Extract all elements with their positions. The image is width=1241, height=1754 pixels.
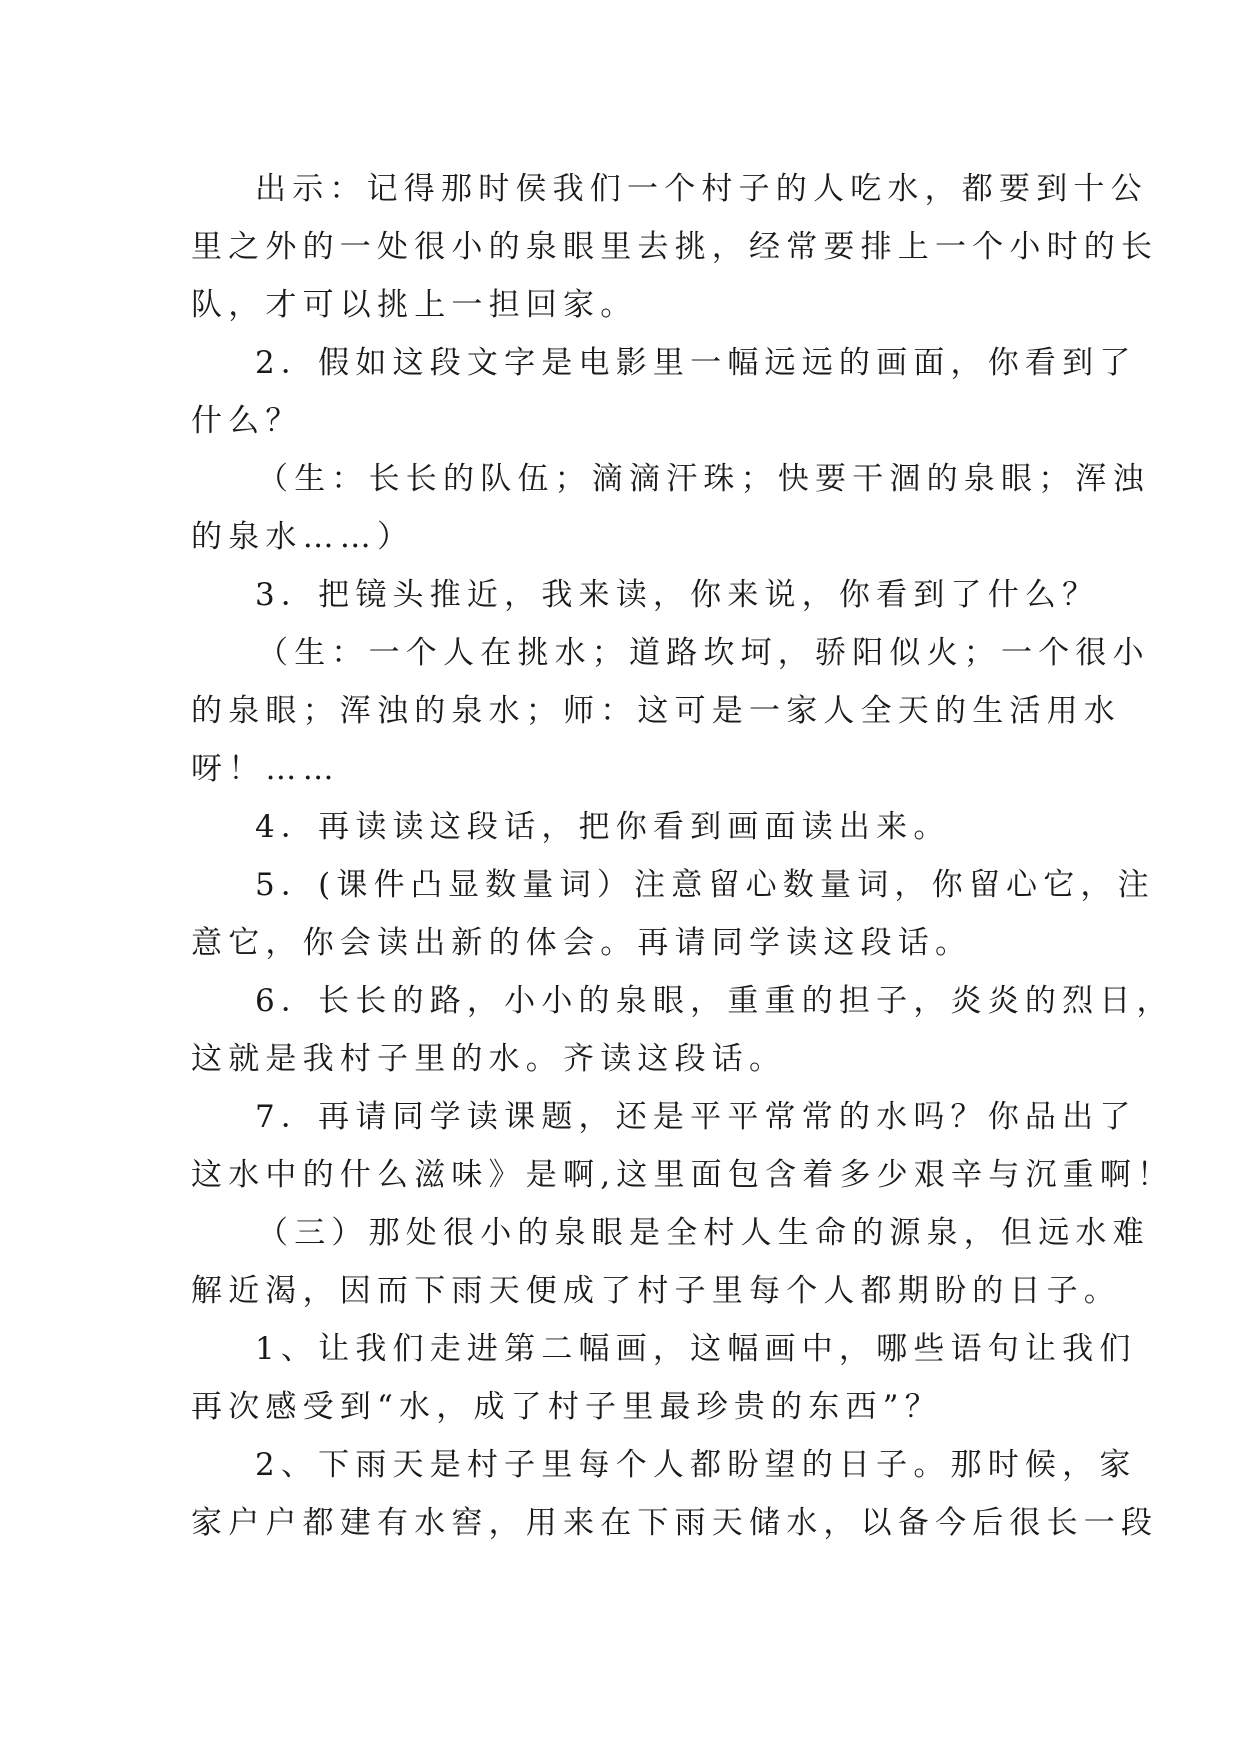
text-line: 这水中的什么滋味》是啊,这里面包含着多少艰辛与沉重啊！ [191,1157,1175,1193]
text-line: 意它，你会读出新的体会。再请同学读这段话。 [191,925,973,961]
text-line: 里之外的一处很小的泉眼里去挑，经常要排上一个小时的长 [191,229,1159,265]
text-line: 家户户都建有水窖，用来在下雨天储水，以备今后很长一段 [191,1505,1159,1541]
text-line: 2、下雨天是村子里每个人都盼望的日子。那时候，家 [255,1447,1137,1483]
text-line: 4．再读读这段话，把你看到画面读出来。 [255,809,951,845]
text-line: 出示：记得那时侯我们一个村子的人吃水，都要到十公 [255,171,1148,207]
text-line: 的泉水……） [191,519,415,555]
text-line: 的泉眼；浑浊的泉水；师：这可是一家人全天的生活用水 [191,693,1121,729]
text-line: 3．把镜头推近，我来读，你来说，你看到了什么？ [255,577,1100,613]
text-line: 1、让我们走进第二幅画，这幅画中，哪些语句让我们 [255,1331,1137,1367]
text-line: （生：长长的队伍；滴滴汗珠；快要干涸的泉眼；浑浊 [257,461,1150,497]
text-line: 6．长长的路，小小的泉眼，重重的担子，炎炎的烈日， [255,983,1174,1019]
text-line: 什么？ [191,403,303,439]
body-text [191,160,1175,1552]
text-line: 再次感受到“水，成了村子里最珍贵的东西”？ [191,1389,942,1425]
text-line: （三）那处很小的泉眼是全村人生命的源泉，但远水难 [257,1215,1150,1251]
text-line: （生：一个人在挑水；道路坎坷，骄阳似火；一个很小 [257,635,1150,671]
text-line: 2．假如这段文字是电影里一幅远远的画面，你看到了 [255,345,1137,381]
text-line: 呀！…… [191,751,340,787]
text-line: 这就是我村子里的水。齐读这段话。 [191,1041,787,1077]
text-line: 队，才可以挑上一担回家。 [191,287,638,323]
text-line: 解近渴，因而下雨天便成了村子里每个人都期盼的日子。 [191,1273,1121,1309]
text-line: 7．再请同学读课题，还是平平常常的水吗？你品出了 [255,1099,1137,1135]
text-line: 5．(课件凸显数量词）注意留心数量词，你留心它，注 [255,867,1155,903]
